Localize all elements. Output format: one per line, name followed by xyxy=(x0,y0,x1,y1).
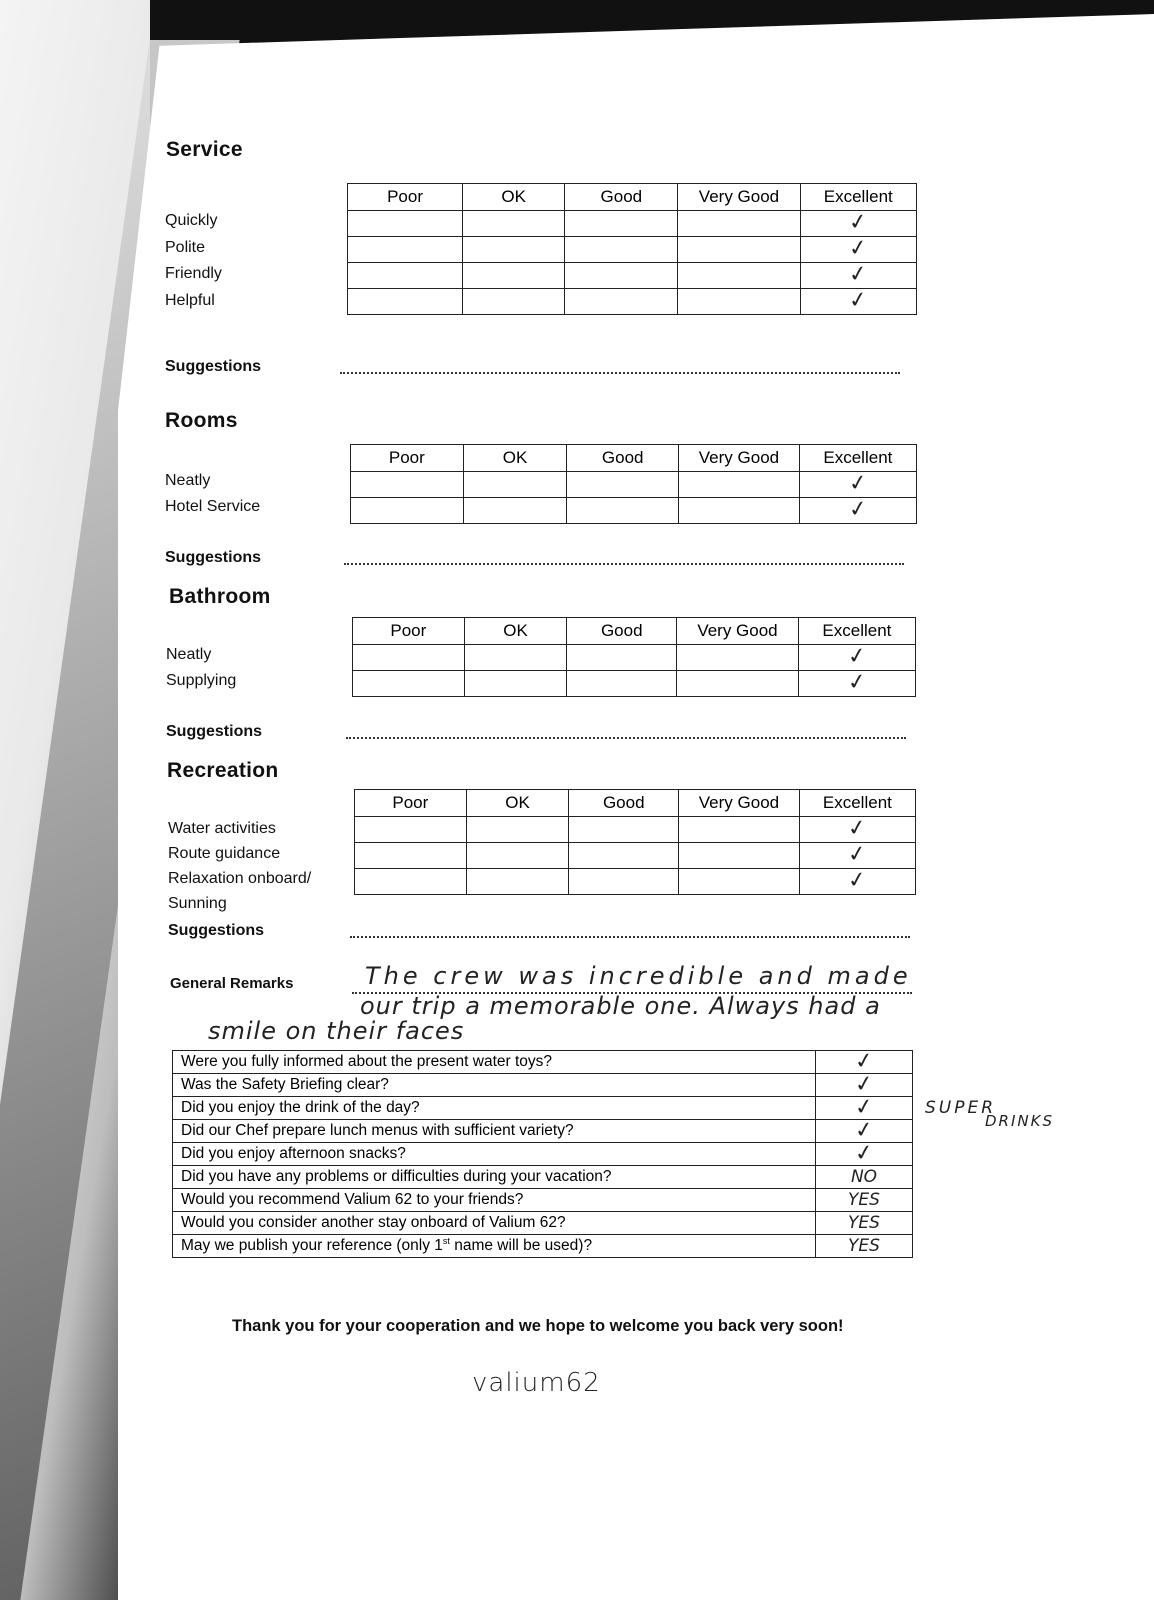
question-row xyxy=(173,1212,913,1235)
item-label: Neatly xyxy=(165,472,211,489)
checkmark-icon: ✓ xyxy=(846,495,869,524)
rating-cell[interactable] xyxy=(463,211,565,237)
rating-cell[interactable] xyxy=(353,671,465,697)
rating-cell[interactable] xyxy=(348,263,463,289)
checkmark-icon: ✓ xyxy=(853,1047,875,1075)
rating-cell[interactable] xyxy=(799,495,916,524)
question-text: Did you enjoy afternoon snacks? xyxy=(173,1143,816,1166)
rating-cell[interactable] xyxy=(800,234,916,263)
suggestions-label: Suggestions xyxy=(166,723,263,740)
rating-cell[interactable] xyxy=(351,498,464,524)
question-row xyxy=(173,1074,913,1097)
col-excellent: Excellent xyxy=(799,790,915,817)
rating-cell[interactable] xyxy=(464,671,567,697)
question-row xyxy=(173,1143,913,1166)
rating-cell[interactable] xyxy=(565,263,678,289)
col-poor: Poor xyxy=(355,790,467,817)
rating-cell[interactable] xyxy=(355,817,467,843)
rating-cell[interactable] xyxy=(463,498,567,524)
rating-cell[interactable] xyxy=(679,498,800,524)
thank-you-message: Thank you for your cooperation and we hope to welcome you back very soon! xyxy=(232,1317,844,1335)
answer-cell[interactable]: YES xyxy=(816,1189,913,1212)
rating-table-service xyxy=(347,183,917,315)
valium62-logo: valium62 xyxy=(472,1368,601,1398)
col-good: Good xyxy=(569,790,679,817)
rating-cell[interactable] xyxy=(678,211,800,237)
col-very-good: Very Good xyxy=(677,618,799,645)
questions-table xyxy=(172,1047,913,1258)
col-ok: OK xyxy=(464,618,567,645)
rating-cell[interactable] xyxy=(679,472,800,498)
rating-cell[interactable] xyxy=(678,289,800,315)
question-text: Was the Safety Briefing clear? xyxy=(173,1074,816,1097)
answer-cell[interactable] xyxy=(816,1139,913,1167)
question-row xyxy=(173,1189,913,1212)
checkmark-icon: ✓ xyxy=(847,286,870,315)
rating-cell[interactable] xyxy=(348,211,463,237)
col-ok: OK xyxy=(463,184,565,211)
suggestions-label: Suggestions xyxy=(168,922,265,939)
question-row xyxy=(173,1097,913,1120)
rating-cell[interactable] xyxy=(678,237,800,263)
item-label: Supplying xyxy=(166,672,237,689)
col-very-good: Very Good xyxy=(679,445,800,472)
rating-cell[interactable] xyxy=(800,286,916,315)
item-label: Neatly xyxy=(166,646,212,663)
question-row xyxy=(173,1120,913,1143)
answer-cell[interactable] xyxy=(816,1116,913,1144)
rating-cell[interactable] xyxy=(799,469,916,498)
general-remarks-handwriting-line1[interactable]: The crew was incredible and made xyxy=(365,962,912,990)
item-label: Friendly xyxy=(165,265,222,282)
rating-cell[interactable] xyxy=(463,237,565,263)
answer-cell[interactable] xyxy=(816,1047,913,1075)
rating-cell[interactable] xyxy=(353,645,465,671)
checkmark-icon: ✓ xyxy=(853,1070,875,1098)
answer-cell[interactable]: YES xyxy=(816,1212,913,1235)
col-very-good: Very Good xyxy=(678,184,800,211)
checkmark-icon: ✓ xyxy=(845,668,868,697)
rating-cell[interactable] xyxy=(679,843,800,869)
col-poor: Poor xyxy=(348,184,463,211)
rating-table-rooms xyxy=(350,444,917,524)
rating-cell[interactable] xyxy=(466,869,569,895)
checkmark-icon: ✓ xyxy=(853,1139,875,1167)
rating-cell[interactable] xyxy=(677,645,799,671)
question-text: Did our Chef prepare lunch menus with sufficient variety? xyxy=(173,1120,816,1143)
question-text-part: name will be used)? xyxy=(449,1237,593,1255)
col-good: Good xyxy=(567,618,677,645)
item-label: Water activities xyxy=(168,820,276,837)
rating-cell[interactable] xyxy=(348,237,463,263)
rating-cell[interactable] xyxy=(348,289,463,315)
col-ok: OK xyxy=(466,790,569,817)
general-remarks-handwriting-line3[interactable]: smile on their faces xyxy=(208,1017,465,1045)
col-excellent: Excellent xyxy=(800,184,916,211)
section-title-rooms: Rooms xyxy=(165,409,238,432)
col-ok: OK xyxy=(463,445,567,472)
col-good: Good xyxy=(565,184,678,211)
question-text-part: May we publish your reference (only 1 xyxy=(181,1237,443,1255)
checkmark-icon: ✓ xyxy=(846,866,869,895)
rating-cell[interactable] xyxy=(569,869,679,895)
suggestions-field-rooms[interactable] xyxy=(344,563,904,565)
item-label: Hotel Service xyxy=(165,498,261,515)
section-title-service: Service xyxy=(166,138,243,161)
rating-cell[interactable] xyxy=(567,671,677,697)
rating-cell[interactable] xyxy=(799,814,915,843)
rating-cell[interactable] xyxy=(800,208,916,237)
rating-cell[interactable] xyxy=(565,237,678,263)
general-remarks-label: General Remarks xyxy=(170,975,294,992)
col-excellent: Excellent xyxy=(799,445,916,472)
section-title-bathroom: Bathroom xyxy=(169,585,271,608)
checkmark-icon: ✓ xyxy=(845,642,868,671)
side-note-line1: SUPER xyxy=(925,1098,997,1118)
suggestions-field-service[interactable] xyxy=(340,372,900,374)
rating-cell[interactable] xyxy=(798,642,915,671)
col-very-good: Very Good xyxy=(679,790,800,817)
rating-cell[interactable] xyxy=(466,817,569,843)
suggestions-label: Suggestions xyxy=(165,549,262,566)
checkmark-icon: ✓ xyxy=(846,814,869,843)
answer-cell[interactable] xyxy=(816,1070,913,1098)
checkmark-icon: ✓ xyxy=(846,469,869,498)
rating-cell[interactable] xyxy=(799,866,915,895)
item-label: Sunning xyxy=(168,895,227,912)
rating-cell[interactable] xyxy=(464,645,567,671)
side-note-line2: DRINKS xyxy=(985,1112,1054,1130)
checkmark-icon: ✓ xyxy=(847,260,870,289)
item-label: Relaxation onboard/ xyxy=(168,870,312,887)
checkmark-icon: ✓ xyxy=(847,208,870,237)
superscript: st xyxy=(442,1236,450,1247)
rating-cell[interactable] xyxy=(355,869,467,895)
answer-cell[interactable]: NO xyxy=(816,1166,913,1189)
rating-cell[interactable] xyxy=(463,263,565,289)
rating-cell[interactable] xyxy=(463,289,565,315)
rating-cell[interactable] xyxy=(679,817,800,843)
question-text: Did you enjoy the drink of the day? xyxy=(173,1097,816,1120)
section-title-recreation: Recreation xyxy=(167,759,279,782)
item-label: Polite xyxy=(165,239,206,256)
rating-table-bathroom xyxy=(352,617,916,697)
item-label: Route guidance xyxy=(168,845,281,862)
rating-cell[interactable] xyxy=(800,260,916,289)
rating-cell[interactable] xyxy=(567,645,677,671)
col-good: Good xyxy=(567,445,679,472)
rating-cell[interactable] xyxy=(798,668,915,697)
rating-cell[interactable] xyxy=(355,843,467,869)
question-row xyxy=(173,1051,913,1074)
question-text: Were you fully informed about the present water toys? xyxy=(173,1051,816,1074)
rating-cell[interactable] xyxy=(677,671,799,697)
rating-cell[interactable] xyxy=(351,472,464,498)
rating-cell[interactable] xyxy=(565,211,678,237)
suggestions-label: Suggestions xyxy=(165,358,262,375)
col-poor: Poor xyxy=(353,618,465,645)
rating-cell[interactable] xyxy=(569,817,679,843)
rating-cell[interactable] xyxy=(799,840,915,869)
question-row xyxy=(173,1235,913,1258)
rating-cell[interactable] xyxy=(466,843,569,869)
question-row xyxy=(173,1166,913,1189)
rating-cell[interactable] xyxy=(567,498,679,524)
rating-table-recreation xyxy=(354,789,916,895)
checkmark-icon: ✓ xyxy=(853,1116,875,1144)
general-remarks-handwriting-line2[interactable]: our trip a memorable one. Always had a xyxy=(360,992,881,1020)
rating-cell[interactable] xyxy=(678,263,800,289)
question-text: Would you recommend Valium 62 to your friends? xyxy=(173,1189,816,1212)
question-text xyxy=(173,1235,816,1258)
checkmark-icon: ✓ xyxy=(846,840,869,869)
question-text: Did you have any problems or difficulties during your vacation? xyxy=(173,1166,816,1189)
answer-cell[interactable]: YES xyxy=(816,1235,913,1258)
suggestions-field-bathroom[interactable] xyxy=(346,737,906,739)
item-label: Helpful xyxy=(165,292,215,309)
rating-cell[interactable] xyxy=(565,289,678,315)
col-excellent: Excellent xyxy=(798,618,915,645)
rating-cell[interactable] xyxy=(567,472,679,498)
rating-cell[interactable] xyxy=(569,843,679,869)
checkmark-icon: ✓ xyxy=(847,234,870,263)
rating-cell[interactable] xyxy=(463,472,567,498)
checkmark-icon: ✓ xyxy=(853,1093,875,1121)
item-label: Quickly xyxy=(165,212,218,229)
answer-cell[interactable] xyxy=(816,1093,913,1121)
question-text: Would you consider another stay onboard of Valium 62? xyxy=(173,1212,816,1235)
suggestions-field-recreation[interactable] xyxy=(350,936,910,938)
rating-cell[interactable] xyxy=(679,869,800,895)
col-poor: Poor xyxy=(351,445,464,472)
